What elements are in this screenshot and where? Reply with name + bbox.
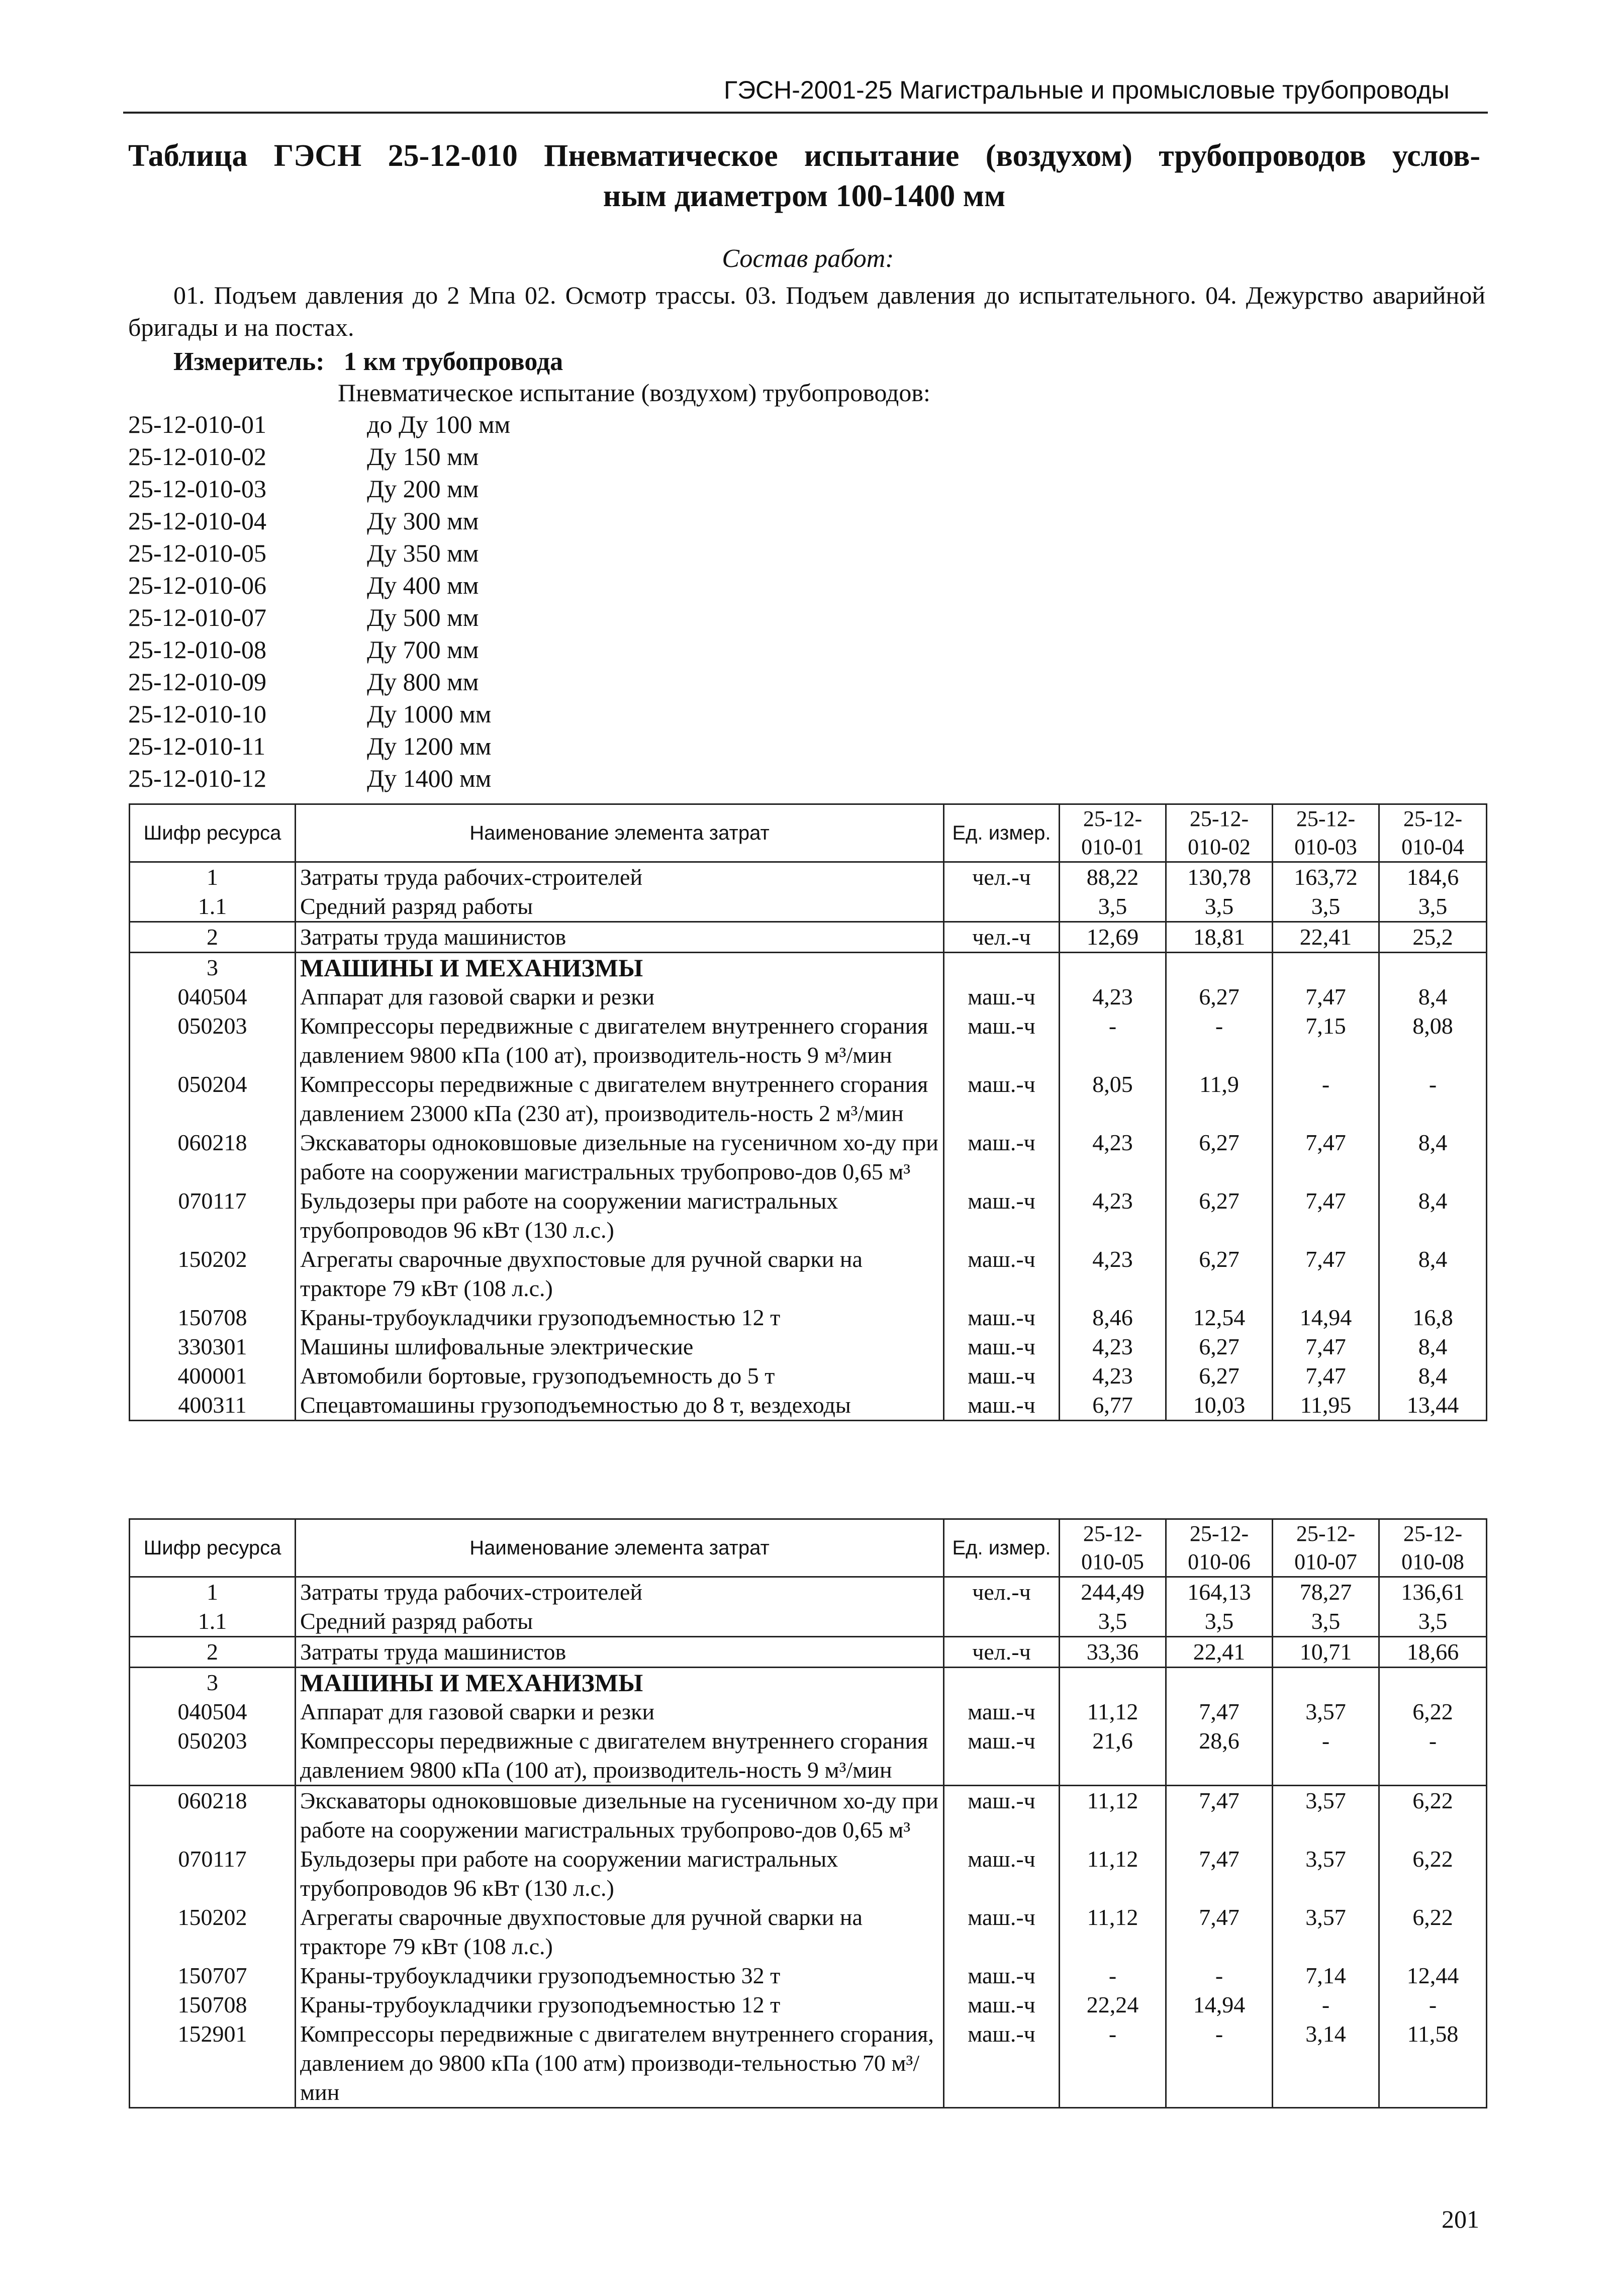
unit: маш.-ч: [944, 1697, 1060, 1726]
item-row: [128, 569, 510, 601]
item-row: [128, 537, 510, 569]
rate-value: 25,2: [1379, 922, 1487, 953]
rate-value: 11,12: [1060, 1903, 1166, 1961]
rate-value: 88,22: [1060, 862, 1166, 892]
rate-value: 6,27: [1166, 1332, 1273, 1361]
cost-element-name: Экскаваторы одноковшовые дизельные на гусеничном хо-ду при работе на сооружении магистральных трубопрово-дов 0,65 м³: [296, 1786, 944, 1845]
header-name: Наименование элемента затрат: [296, 1519, 944, 1577]
rate-value: 3,5: [1273, 892, 1379, 922]
unit: [944, 953, 1060, 983]
header-code: Шифр ресурса: [130, 804, 296, 862]
header-rate-code: [1379, 804, 1487, 862]
rate-value: [1379, 1668, 1487, 1698]
rate-value: 7,47: [1273, 1128, 1379, 1186]
header-rate-code: [1273, 1519, 1379, 1577]
rate-value: 4,23: [1060, 1186, 1166, 1245]
rate-code-line: 010-05: [1081, 1549, 1144, 1574]
rate-value: 6,27: [1166, 1186, 1273, 1245]
table-row: [130, 1391, 1487, 1421]
resource-code: 152901: [130, 2019, 296, 2108]
resource-code: 150202: [130, 1245, 296, 1303]
resource-code: 050203: [130, 1012, 296, 1070]
rate-value: 8,4: [1379, 1245, 1487, 1303]
rate-value: 7,15: [1273, 1012, 1379, 1070]
item-code: 25-12-010-10: [128, 700, 266, 728]
resource-code: 400001: [130, 1361, 296, 1391]
item-name: Ду 800 мм: [367, 668, 479, 696]
rate-value: [1060, 953, 1166, 983]
resource-code: 070117: [130, 1845, 296, 1903]
item-row: [128, 698, 510, 730]
rate-value: 21,6: [1060, 1726, 1166, 1786]
table-row: [130, 1697, 1487, 1726]
resource-code: 050204: [130, 1070, 296, 1128]
item-code: 25-12-010-06: [128, 571, 266, 599]
rate-code-line: 25-12-: [1083, 806, 1143, 831]
cost-element-name: Аппарат для газовой сварки и резки: [296, 982, 944, 1012]
rate-value: 7,47: [1166, 1903, 1273, 1961]
rate-value: 22,24: [1060, 1990, 1166, 2019]
rate-value: 14,94: [1166, 1990, 1273, 2019]
table-row: [130, 953, 1487, 983]
rate-code-line: 25-12-: [1403, 1521, 1463, 1546]
item-name: Ду 1200 мм: [367, 732, 492, 760]
rate-value: 164,13: [1166, 1577, 1273, 1607]
rate-value: 8,46: [1060, 1303, 1166, 1332]
item-code: 25-12-010-01: [128, 410, 266, 438]
section-title: МАШИНЫ И МЕХАНИЗМЫ: [296, 953, 944, 983]
cost-element-name: Краны-трубоукладчики грузоподъемностью 32 т: [296, 1961, 944, 1990]
rate-code-line: 010-08: [1401, 1549, 1464, 1574]
cost-element-name: Машины шлифовальные электрические: [296, 1332, 944, 1361]
resource-code: 330301: [130, 1332, 296, 1361]
resource-code: 070117: [130, 1186, 296, 1245]
cost-element-name: Экскаваторы одноковшовые дизельные на гусеничном хо-ду при работе на сооружении магистральных трубопрово-дов 0,65 м³: [296, 1128, 944, 1186]
rate-value: 7,47: [1273, 1361, 1379, 1391]
table-row: [130, 1903, 1487, 1961]
rate-value: 33,36: [1060, 1637, 1166, 1668]
cost-element-name: Автомобили бортовые, грузоподъемность до 5 т: [296, 1361, 944, 1391]
rate-value: -: [1060, 1961, 1166, 1990]
rate-value: 4,23: [1060, 982, 1166, 1012]
rate-value: 8,4: [1379, 1332, 1487, 1361]
unit: маш.-ч: [944, 1961, 1060, 1990]
rate-value: -: [1166, 2019, 1273, 2108]
cost-element-name: Затраты труда рабочих-строителей: [296, 862, 944, 892]
unit: маш.-ч: [944, 1303, 1060, 1332]
rate-value: 184,6: [1379, 862, 1487, 892]
rate-value: -: [1166, 1961, 1273, 1990]
table-row: [130, 1607, 1487, 1637]
cost-table-1: [129, 803, 1487, 1421]
header-unit: Ед. измер.: [944, 804, 1060, 862]
rate-value: 3,57: [1273, 1697, 1379, 1726]
rate-value: [1166, 1668, 1273, 1698]
resource-code: 1.1: [130, 892, 296, 922]
rate-value: 16,8: [1379, 1303, 1487, 1332]
works-text: 01. Подъем давления до 2 Мпа 02. Осмотр трассы. 03. Подъем давления до испытательного. 04. Дежурство аварийной бригады и на постах.: [128, 281, 1485, 341]
measure-value: 1 км трубопровода: [343, 347, 563, 376]
rate-value: 4,23: [1060, 1361, 1166, 1391]
cost-element-name: Бульдозеры при работе на сооружении магистральных трубопроводов 96 кВт (130 л.с.): [296, 1845, 944, 1903]
rate-value: 3,5: [1379, 892, 1487, 922]
cost-element-name: Затраты труда рабочих-строителей: [296, 1577, 944, 1607]
resource-code: 1: [130, 1577, 296, 1607]
cost-element-name: Спецавтомашины грузоподъемностью до 8 т, вездеходы: [296, 1391, 944, 1421]
rate-value: 136,61: [1379, 1577, 1487, 1607]
header-rate-code: [1273, 804, 1379, 862]
rate-value: -: [1166, 1012, 1273, 1070]
unit: маш.-ч: [944, 1186, 1060, 1245]
rate-value: 244,49: [1060, 1577, 1166, 1607]
rate-code-line: 010-01: [1081, 835, 1144, 859]
rate-value: 8,4: [1379, 1186, 1487, 1245]
rate-value: 11,9: [1166, 1070, 1273, 1128]
unit: [944, 1607, 1060, 1637]
header-rate-code: [1379, 1519, 1487, 1577]
rate-value: 6,22: [1379, 1903, 1487, 1961]
unit: маш.-ч: [944, 1391, 1060, 1421]
running-head: ГЭСН-2001-25 Магистральные и промысловые трубопроводы: [724, 76, 1450, 104]
rate-value: 14,94: [1273, 1303, 1379, 1332]
cost-table-2: [129, 1518, 1487, 2108]
rate-value: 3,5: [1060, 1607, 1166, 1637]
rate-value: 6,22: [1379, 1845, 1487, 1903]
table-row: [130, 1637, 1487, 1668]
item-code: 25-12-010-07: [128, 603, 266, 631]
table-header-row: [130, 804, 1487, 862]
item-name: Ду 1400 мм: [367, 764, 492, 792]
rate-value: [1379, 953, 1487, 983]
rate-value: -: [1379, 1726, 1487, 1786]
rate-value: 7,47: [1166, 1845, 1273, 1903]
cost-element-name: Средний разряд работы: [296, 1607, 944, 1637]
unit: [944, 1668, 1060, 1698]
resource-code: 1.1: [130, 1607, 296, 1637]
rate-value: 10,03: [1166, 1391, 1273, 1421]
rate-value: 163,72: [1273, 862, 1379, 892]
item-row: [128, 505, 510, 537]
unit: маш.-ч: [944, 1786, 1060, 1845]
unit: маш.-ч: [944, 1990, 1060, 2019]
table-row: [130, 982, 1487, 1012]
table-row: [130, 1332, 1487, 1361]
rate-value: 11,95: [1273, 1391, 1379, 1421]
rate-value: 10,71: [1273, 1637, 1379, 1668]
table-row: [130, 1845, 1487, 1903]
unit: [944, 892, 1060, 922]
item-row: [128, 440, 510, 473]
rate-value: 11,12: [1060, 1697, 1166, 1726]
rate-code-line: 010-04: [1401, 835, 1464, 859]
rate-value: 7,47: [1273, 1186, 1379, 1245]
rate-value: 8,4: [1379, 1128, 1487, 1186]
rate-value: 130,78: [1166, 862, 1273, 892]
unit: чел.-ч: [944, 1637, 1060, 1668]
resource-code: 060218: [130, 1128, 296, 1186]
rate-code-line: 010-06: [1188, 1549, 1251, 1574]
item-name: Ду 700 мм: [367, 635, 479, 664]
unit: маш.-ч: [944, 1361, 1060, 1391]
item-code: 25-12-010-02: [128, 442, 266, 471]
table-row: [130, 1012, 1487, 1070]
table-row: [130, 1990, 1487, 2019]
header-name: Наименование элемента затрат: [296, 804, 944, 862]
rate-code-line: 25-12-: [1296, 1521, 1356, 1546]
header-rule: [123, 112, 1488, 114]
unit: чел.-ч: [944, 922, 1060, 953]
rate-value: 22,41: [1166, 1637, 1273, 1668]
item-name: до Ду 100 мм: [367, 410, 511, 438]
cost-element-name: Компрессоры передвижные с двигателем внутреннего сгорания, давлением до 9800 кПа (100 атм) производи-тельностью 70 м³/мин: [296, 2019, 944, 2108]
rate-value: 3,5: [1060, 892, 1166, 922]
title-line-2: ным диаметром 100-1400 мм: [603, 179, 1006, 213]
rate-value: 4,23: [1060, 1245, 1166, 1303]
rate-value: [1273, 953, 1379, 983]
resource-code: 150708: [130, 1990, 296, 2019]
measure: [173, 347, 563, 377]
item-code: 25-12-010-04: [128, 507, 266, 535]
item-code: 25-12-010-08: [128, 635, 266, 664]
rate-value: 3,5: [1379, 1607, 1487, 1637]
cost-element-name: Агрегаты сварочные двухпостовые для ручной сварки на тракторе 79 кВт (108 л.с.): [296, 1903, 944, 1961]
rate-value: [1166, 953, 1273, 983]
rate-value: 6,27: [1166, 982, 1273, 1012]
table-header-row: [130, 1519, 1487, 1577]
rate-value: 7,47: [1166, 1697, 1273, 1726]
item-row: [128, 730, 510, 762]
rate-value: 8,05: [1060, 1070, 1166, 1128]
cost-element-name: Затраты труда машинистов: [296, 922, 944, 953]
cost-element-name: Компрессоры передвижные с двигателем внутреннего сгорания давлением 9800 кПа (100 ат), производитель-ность 9 м³/мин: [296, 1012, 944, 1070]
rate-value: 12,69: [1060, 922, 1166, 953]
resource-code: 400311: [130, 1391, 296, 1421]
rate-value: 3,57: [1273, 1903, 1379, 1961]
table-row: [130, 1186, 1487, 1245]
rate-value: 78,27: [1273, 1577, 1379, 1607]
rate-value: 7,47: [1166, 1786, 1273, 1845]
cost-element-name: Краны-трубоукладчики грузоподъемностью 12 т: [296, 1990, 944, 2019]
item-name: Ду 300 мм: [367, 507, 479, 535]
item-code: 25-12-010-09: [128, 668, 266, 696]
rate-value: 7,47: [1273, 1245, 1379, 1303]
resource-code: 2: [130, 922, 296, 953]
rate-value: 3,5: [1273, 1607, 1379, 1637]
table-row: [130, 1128, 1487, 1186]
cost-element-name: Агрегаты сварочные двухпостовые для ручной сварки на тракторе 79 кВт (108 л.с.): [296, 1245, 944, 1303]
rate-value: [1273, 1668, 1379, 1698]
unit: маш.-ч: [944, 982, 1060, 1012]
rate-value: 28,6: [1166, 1726, 1273, 1786]
resource-code: 040504: [130, 982, 296, 1012]
unit: маш.-ч: [944, 1128, 1060, 1186]
item-name: Ду 200 мм: [367, 475, 479, 503]
rate-value: -: [1379, 1990, 1487, 2019]
item-code: 25-12-010-12: [128, 764, 266, 792]
rate-value: 3,14: [1273, 2019, 1379, 2108]
rate-value: 7,14: [1273, 1961, 1379, 1990]
item-name: Ду 350 мм: [367, 539, 479, 567]
table-row: [130, 2019, 1487, 2108]
section-title: МАШИНЫ И МЕХАНИЗМЫ: [296, 1668, 944, 1698]
table-row: [130, 1070, 1487, 1128]
rate-value: 6,22: [1379, 1697, 1487, 1726]
table-row: [130, 1361, 1487, 1391]
item-row: [128, 601, 510, 633]
item-name: Ду 500 мм: [367, 603, 479, 631]
title-line-1: Таблица ГЭСН 25-12-010 Пневматическое испытание (воздухом) трубопроводов услов-: [128, 139, 1480, 173]
rate-value: [1060, 1668, 1166, 1698]
resource-code: 150707: [130, 1961, 296, 1990]
table-row: [130, 1303, 1487, 1332]
item-row: [128, 666, 510, 698]
table-row: [130, 1961, 1487, 1990]
cost-element-name: Компрессоры передвижные с двигателем внутреннего сгорания давлением 23000 кПа (230 ат), производитель-ность 2 м³/мин: [296, 1070, 944, 1128]
table-title: [128, 136, 1480, 216]
cost-element-name: Аппарат для газовой сварки и резки: [296, 1697, 944, 1726]
header-rate-code: [1166, 1519, 1273, 1577]
resource-code: 3: [130, 953, 296, 983]
rate-value: 18,81: [1166, 922, 1273, 953]
rate-value: 7,47: [1273, 982, 1379, 1012]
table-row: [130, 892, 1487, 922]
rate-value: 8,4: [1379, 1361, 1487, 1391]
rate-value: 8,08: [1379, 1012, 1487, 1070]
rate-value: 3,5: [1166, 892, 1273, 922]
table-row: [130, 1726, 1487, 1786]
unit: маш.-ч: [944, 1332, 1060, 1361]
table-row: [130, 1245, 1487, 1303]
resource-code: 040504: [130, 1697, 296, 1726]
table-row: [130, 1786, 1487, 1845]
rate-code-line: 25-12-: [1083, 1521, 1143, 1546]
cost-element-name: Средний разряд работы: [296, 892, 944, 922]
item-code: 25-12-010-03: [128, 475, 266, 503]
resource-code: 150708: [130, 1303, 296, 1332]
rate-value: 18,66: [1379, 1637, 1487, 1668]
rate-value: 11,12: [1060, 1845, 1166, 1903]
rate-value: 8,4: [1379, 982, 1487, 1012]
rate-value: 12,44: [1379, 1961, 1487, 1990]
unit: маш.-ч: [944, 1012, 1060, 1070]
rate-code-line: 25-12-: [1296, 806, 1356, 831]
rate-value: 6,22: [1379, 1786, 1487, 1845]
rate-value: 6,77: [1060, 1391, 1166, 1421]
resource-code: 060218: [130, 1786, 296, 1845]
cost-element-name: Краны-трубоукладчики грузоподъемностью 12 т: [296, 1303, 944, 1332]
header-rate-code: [1060, 804, 1166, 862]
rate-value: -: [1060, 2019, 1166, 2108]
works-heading: Состав работ:: [722, 244, 894, 273]
unit: маш.-ч: [944, 1845, 1060, 1903]
unit: маш.-ч: [944, 1070, 1060, 1128]
rate-code-line: 25-12-: [1189, 806, 1249, 831]
item-row: [128, 762, 510, 794]
table-row: [130, 862, 1487, 892]
rate-value: -: [1273, 1070, 1379, 1128]
unit: чел.-ч: [944, 1577, 1060, 1607]
table-row: [130, 1577, 1487, 1607]
table-row: [130, 1668, 1487, 1698]
rate-value: 13,44: [1379, 1391, 1487, 1421]
item-name: Ду 1000 мм: [367, 700, 492, 728]
unit: маш.-ч: [944, 1903, 1060, 1961]
rate-value: 3,57: [1273, 1786, 1379, 1845]
rate-value: 6,27: [1166, 1245, 1273, 1303]
header-rate-code: [1166, 804, 1273, 862]
rate-value: 12,54: [1166, 1303, 1273, 1332]
cost-element-name: Бульдозеры при работе на сооружении магистральных трубопроводов 96 кВт (130 л.с.): [296, 1186, 944, 1245]
rate-value: 11,12: [1060, 1786, 1166, 1845]
cost-element-name: Компрессоры передвижные с двигателем внутреннего сгорания давлением 9800 кПа (100 ат), производитель-ность 9 м³/мин: [296, 1726, 944, 1786]
cost-element-name: Затраты труда машинистов: [296, 1637, 944, 1668]
rate-code-line: 25-12-: [1403, 806, 1463, 831]
rate-value: 6,27: [1166, 1361, 1273, 1391]
rate-code-line: 010-07: [1294, 1549, 1357, 1574]
rate-value: 6,27: [1166, 1128, 1273, 1186]
item-name: Ду 400 мм: [367, 571, 479, 599]
page-number: 201: [1442, 2205, 1479, 2233]
unit: маш.-ч: [944, 1726, 1060, 1786]
resource-code: 050203: [130, 1726, 296, 1786]
rate-value: 4,23: [1060, 1332, 1166, 1361]
item-name: Ду 150 мм: [367, 442, 479, 471]
resource-code: 1: [130, 862, 296, 892]
rate-value: 3,5: [1166, 1607, 1273, 1637]
unit: маш.-ч: [944, 1245, 1060, 1303]
item-list: [128, 408, 510, 794]
resource-code: 2: [130, 1637, 296, 1668]
item-row: [128, 633, 510, 666]
item-row: [128, 408, 510, 440]
resource-code: 3: [130, 1668, 296, 1698]
resource-code: 150202: [130, 1903, 296, 1961]
item-row: [128, 473, 510, 505]
rate-code-line: 010-03: [1294, 835, 1357, 859]
header-unit: Ед. измер.: [944, 1519, 1060, 1577]
items-intro: Пневматическое испытание (воздухом) трубопроводов:: [338, 379, 930, 407]
rate-value: -: [1379, 1070, 1487, 1128]
header-rate-code: [1060, 1519, 1166, 1577]
rate-code-line: 010-02: [1188, 835, 1251, 859]
unit: маш.-ч: [944, 2019, 1060, 2108]
measure-label: Измеритель:: [173, 347, 325, 376]
item-code: 25-12-010-05: [128, 539, 266, 567]
rate-value: 3,57: [1273, 1845, 1379, 1903]
header-code: Шифр ресурса: [130, 1519, 296, 1577]
rate-value: 11,58: [1379, 2019, 1487, 2108]
rate-value: -: [1060, 1012, 1166, 1070]
rate-value: 22,41: [1273, 922, 1379, 953]
rate-value: 7,47: [1273, 1332, 1379, 1361]
item-code: 25-12-010-11: [128, 732, 266, 760]
rate-code-line: 25-12-: [1189, 1521, 1249, 1546]
rate-value: 4,23: [1060, 1128, 1166, 1186]
rate-value: -: [1273, 1990, 1379, 2019]
table-row: [130, 922, 1487, 953]
unit: чел.-ч: [944, 862, 1060, 892]
rate-value: -: [1273, 1726, 1379, 1786]
